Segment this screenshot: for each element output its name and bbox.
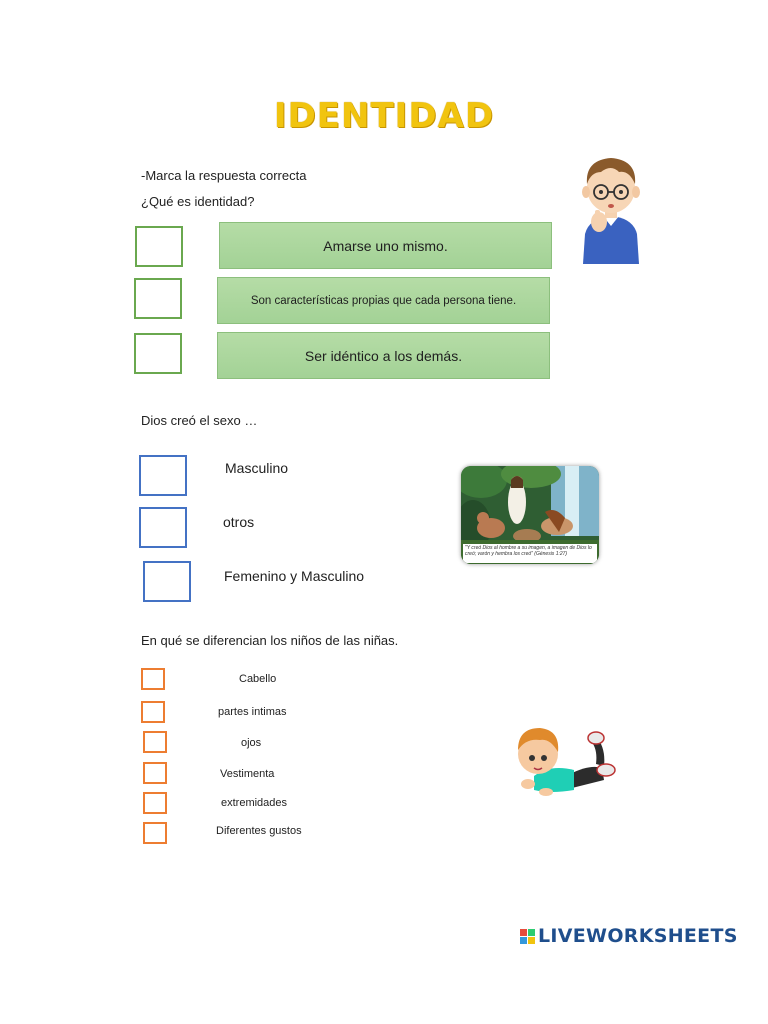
q1-option-1 xyxy=(219,222,552,269)
creation-scene-image xyxy=(461,466,599,564)
q3-checkbox-6[interactable] xyxy=(143,822,167,844)
q3-option-1-label: Cabello xyxy=(239,673,277,685)
q3-checkbox-4[interactable] xyxy=(143,762,167,784)
q3-checkbox-3[interactable] xyxy=(143,731,167,753)
q1-option-1-label: Amarse uno mismo. xyxy=(323,237,448,254)
instruction-text: -Marca la respuesta correcta xyxy=(141,168,307,183)
q1-checkbox-2[interactable] xyxy=(134,278,182,319)
q3-option-3-label: ojos xyxy=(241,737,262,749)
page-title: IDENTIDAD xyxy=(273,96,495,136)
q1-option-3-label: Ser idéntico a los demás. xyxy=(304,347,463,364)
q1-checkbox-1[interactable] xyxy=(135,226,183,267)
q1-option-2-label: Son características propias que cada persona tiene. xyxy=(250,294,517,307)
q1-option-3 xyxy=(217,332,550,379)
q1-checkbox-3[interactable] xyxy=(134,333,182,374)
q2-option-2-label: otros xyxy=(223,514,255,530)
lying-boy-icon xyxy=(510,718,618,800)
q3-checkbox-1[interactable] xyxy=(141,668,165,690)
liveworksheets-logo-icon xyxy=(520,929,535,944)
question-1: ¿Qué es identidad? xyxy=(141,194,255,209)
question-3: En qué se diferencian los niños de las niñas. xyxy=(141,633,399,648)
brand-name: LIVEWORKSHEETS xyxy=(538,925,738,947)
q2-option-3-label: Femenino y Masculino xyxy=(224,568,365,584)
q3-option-6-label: Diferentes gustos xyxy=(216,825,302,837)
q1-option-2 xyxy=(217,277,550,324)
q3-option-4-label: Vestimenta xyxy=(220,768,275,780)
q3-option-2-label: partes intimas xyxy=(218,706,287,718)
q3-option-5-label: extremidades xyxy=(221,797,288,809)
creation-scene-caption: "Y creó Dios al hombre a su imagen, a imagen de Dios lo creó; varón y hembra los creó" (Génesis 1:27) xyxy=(463,544,597,563)
q3-checkbox-5[interactable] xyxy=(143,792,167,814)
q2-checkbox-2[interactable] xyxy=(139,507,187,548)
q2-checkbox-3[interactable] xyxy=(143,561,191,602)
question-2: Dios creó el sexo … xyxy=(141,413,258,428)
q3-checkbox-2[interactable] xyxy=(141,701,165,723)
q2-option-1-label: Masculino xyxy=(225,460,289,476)
q2-checkbox-1[interactable] xyxy=(139,455,187,496)
thinking-boy-icon xyxy=(575,152,647,264)
liveworksheets-logo xyxy=(520,925,738,947)
